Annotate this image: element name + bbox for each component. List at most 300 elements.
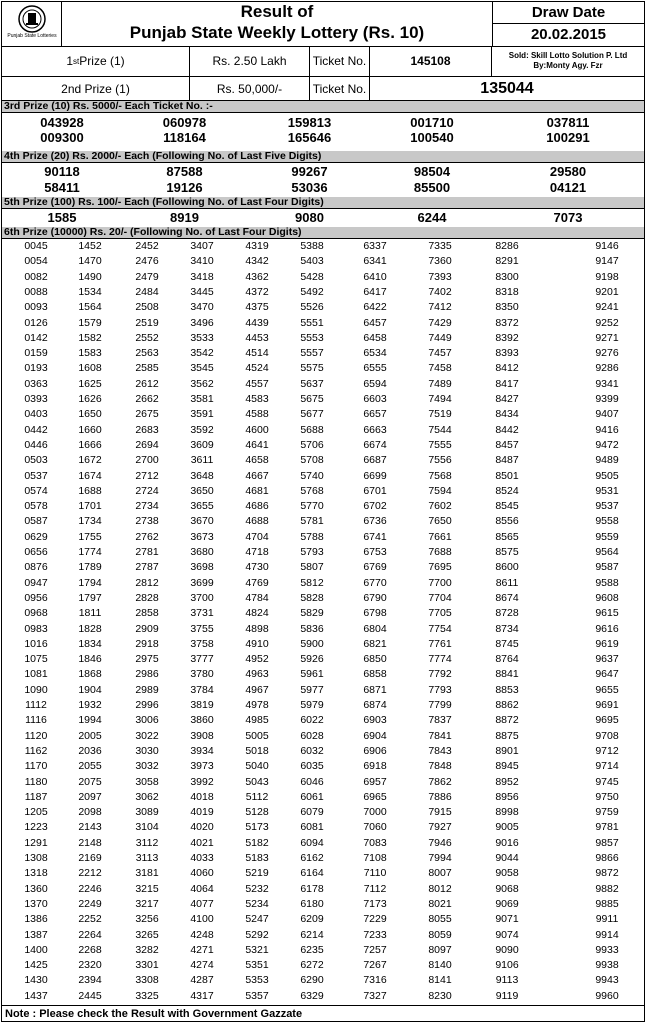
sixth-prize-number: 5526	[300, 301, 324, 314]
sixth-prize-number: 3592	[190, 423, 214, 436]
lottery-logo	[2, 2, 62, 46]
sixth-prize-number: 6410	[363, 270, 387, 283]
sixth-prize-number: 1688	[78, 484, 102, 497]
sixth-prize-number: 2452	[135, 240, 159, 252]
sixth-prize-number: 9564	[595, 546, 619, 558]
sixth-prize-number: 6918	[363, 760, 387, 773]
sixth-prize-number: 7494	[428, 393, 452, 405]
sixth-prize-number: 6674	[363, 438, 387, 451]
sixth-prize-number: 1116	[25, 714, 47, 727]
draw-date-value: 20.02.2015	[530, 26, 607, 43]
sixth-prize-number: 6858	[363, 668, 387, 681]
third-prize-heading: 3rd Prize (10) Rs. 5000/- Each Ticket No. :-	[2, 101, 644, 113]
sixth-prize-number: 2909	[135, 622, 159, 635]
sixth-prize-number: 9068	[495, 882, 519, 895]
sixth-prize-number: 7994	[428, 852, 452, 864]
fourth-prize-number: 04121	[549, 180, 587, 195]
sixth-prize-number: 2683	[135, 423, 159, 436]
sixth-prize-number: 6770	[363, 576, 387, 589]
sixth-prize-number: 2268	[78, 943, 102, 956]
sixth-prize-number: 4319	[245, 240, 269, 252]
sixth-prize-number: 5357	[245, 989, 269, 1002]
fourth-prize-number: 53036	[291, 180, 328, 195]
sixth-prize-number: 0446	[24, 438, 48, 451]
emblem-icon	[17, 4, 47, 34]
sixth-prize-number: 6736	[363, 515, 387, 528]
sixth-prize-number: 4784	[245, 591, 269, 604]
sixth-prize-number: 3784	[190, 683, 214, 696]
fifth-prize-heading: 5th Prize (100) Rs. 100/- Each (Following No. of Last Four Digits)	[2, 197, 644, 209]
sixth-prize-number: 4060	[190, 867, 214, 880]
sixth-prize-number: 1120	[24, 729, 48, 742]
sixth-prize-number: 7229	[363, 913, 387, 926]
third-prize-number: 001710	[410, 115, 454, 130]
sixth-prize-number: 8901	[495, 744, 519, 757]
sixth-prize-number: 2918	[135, 637, 159, 650]
sixth-prize-number: 6458	[363, 331, 387, 344]
sixth-prize-number: 1666	[78, 438, 102, 451]
first-prize-amount: Rs. 2.50 Lakh	[190, 46, 310, 76]
sixth-prize-number: 8734	[495, 622, 519, 635]
sixth-prize-number: 8487	[495, 454, 519, 467]
sixth-prize-number: 9655	[595, 683, 619, 696]
sixth-prize-number: 5492	[300, 285, 324, 298]
sixth-prize-number: 5388	[300, 240, 324, 252]
page-title	[62, 2, 492, 46]
sixth-prize-number: 1774	[78, 546, 102, 558]
sixth-prize-number: 3410	[190, 255, 214, 268]
sixth-prize-number: 6798	[363, 607, 387, 620]
sixth-prize-number: 5708	[300, 454, 324, 467]
second-prize-amount: Rs. 50,000/-	[190, 77, 310, 100]
fifth-prize-number: 7073	[553, 210, 583, 225]
sixth-prize-number: 6534	[363, 347, 387, 360]
sixth-prize-number: 9119	[495, 989, 519, 1002]
sixth-prize-number: 1579	[78, 316, 102, 329]
sixth-prize-number: 1534	[78, 285, 102, 298]
sixth-prize-number: 3545	[190, 362, 214, 375]
sixth-prize-number: 5043	[245, 775, 269, 788]
sixth-prize-number: 0045	[24, 240, 48, 252]
sixth-prize-number: 8556	[495, 515, 519, 528]
sixth-prize-number: 1811	[78, 607, 102, 620]
sixth-prize-number: 7429	[428, 316, 452, 329]
sixth-prize-number: 5828	[300, 591, 324, 604]
sixth-prize-number: 9960	[595, 989, 619, 1002]
sixth-prize-number: 5247	[245, 913, 269, 926]
sixth-prize-number: 7602	[428, 500, 452, 513]
result-header	[2, 2, 644, 47]
sixth-prize-number: 9559	[595, 530, 619, 543]
sixth-prize-number: 3700	[190, 591, 214, 604]
sixth-prize-number: 1223	[24, 821, 48, 834]
third-prize-number: 037811	[546, 115, 590, 130]
sixth-prize-number: 3699	[190, 576, 214, 589]
sixth-prize-number: 3058	[135, 775, 159, 788]
sixth-prize-number: 6874	[363, 699, 387, 711]
sixth-prize-number: 8565	[495, 530, 519, 543]
sixth-prize-number: 2552	[135, 331, 159, 344]
sixth-prize-number: 8392	[495, 331, 519, 344]
sixth-prize-number: 2996	[135, 699, 159, 711]
sixth-prize-number: 9090	[495, 943, 519, 956]
sixth-prize-number: 4704	[245, 530, 269, 543]
sixth-prize-number: 3992	[190, 775, 214, 788]
sixth-prize-number: 6162	[300, 852, 324, 864]
sixth-prize-number: 9505	[595, 469, 619, 482]
sixth-prize-number: 6209	[300, 913, 324, 926]
sixth-prize-number: 7457	[428, 347, 452, 360]
sixth-prize-number: 7915	[428, 806, 452, 819]
sixth-prize-number: 2476	[135, 255, 159, 268]
sixth-prize-number: 1430	[24, 974, 48, 987]
sixth-prize-number: 3591	[190, 408, 214, 421]
third-prize-grid	[2, 113, 644, 145]
sixth-prize-number: 3973	[190, 760, 214, 773]
sixth-prize-number: 7704	[428, 591, 452, 604]
sixth-prize-number: 5321	[245, 943, 269, 956]
sixth-prize-number: 4524	[245, 362, 269, 375]
sixth-prize-number: 0126	[24, 316, 48, 329]
sixth-prize-number: 8728	[495, 607, 519, 620]
sixth-prize-number: 5829	[300, 607, 324, 620]
sixth-prize-number: 5781	[300, 515, 324, 528]
sixth-prize-number: 4021	[190, 836, 214, 849]
sixth-prize-number: 8291	[495, 255, 519, 268]
sixth-prize-number: 6035	[300, 760, 324, 773]
sixth-prize-number: 4514	[245, 347, 269, 360]
sixth-prize-number: 6061	[300, 790, 324, 803]
sixth-prize-number: 2445	[78, 989, 102, 1002]
sixth-prize-number: 2612	[135, 377, 159, 390]
sixth-prize-number: 7793	[428, 683, 452, 696]
sixth-prize-number: 2212	[78, 867, 102, 880]
sixth-prize-number: 2787	[135, 561, 159, 574]
sixth-prize-number: 7108	[363, 852, 387, 864]
sixth-prize-number: 2563	[135, 347, 159, 360]
sixth-prize-number: 5173	[245, 821, 269, 834]
sixth-prize-number: 7843	[428, 744, 452, 757]
fourth-prize-number: 29580	[549, 164, 587, 179]
sixth-prize-number: 1794	[78, 576, 102, 589]
fourth-prize-number: 98504	[413, 164, 451, 179]
first-prize-row	[2, 46, 644, 77]
sixth-prize-number: 9695	[595, 714, 619, 727]
footer-note: Note : Please check the Result with Government Gazzate	[2, 1005, 644, 1022]
sixth-prize-number: 2479	[135, 270, 159, 283]
sixth-prize-number: 1291	[24, 836, 48, 849]
sixth-prize-number: 8097	[428, 943, 452, 956]
sixth-prize-number: 9914	[595, 928, 619, 941]
sixth-prize-number: 8945	[495, 760, 519, 773]
sixth-prize-number: 2734	[135, 500, 159, 513]
sixth-prize-number: 9759	[595, 806, 619, 819]
sixth-prize-number: 1789	[78, 561, 102, 574]
sixth-prize-number: 7792	[428, 668, 452, 681]
sixth-prize-number: 2249	[78, 897, 102, 910]
sixth-prize-number: 1625	[78, 377, 102, 390]
sixth-prize-number: 9781	[595, 821, 619, 834]
fourth-prize-number: 19126	[166, 180, 203, 195]
sixth-prize-number: 0968	[24, 607, 48, 620]
sixth-prize-number: 2519	[135, 316, 159, 329]
sixth-prize-number: 7257	[363, 943, 387, 956]
sixth-prize-number: 9069	[495, 897, 519, 910]
sixth-prize-number: 3611	[190, 454, 214, 467]
sixth-prize-number: 6337	[363, 240, 387, 252]
sixth-prize-number: 9341	[595, 377, 619, 390]
sixth-prize-number: 2585	[135, 362, 159, 375]
sixth-prize-number: 9647	[595, 668, 619, 681]
sixth-prize-number: 4557	[245, 377, 269, 390]
sixth-prize-number: 5234	[245, 897, 269, 910]
sixth-prize-number: 0578	[24, 500, 48, 513]
sixth-prize-number: 4020	[190, 821, 214, 834]
sixth-prize-number: 7568	[428, 469, 452, 482]
sixth-prize-number: 7555	[428, 438, 452, 451]
sixth-prize-number: 1582	[78, 331, 102, 344]
sixth-prize-number: 2320	[78, 959, 102, 972]
sixth-prize-number: 9619	[595, 637, 619, 650]
sixth-prize-number: 9587	[595, 561, 619, 574]
sixth-prize-number: 7650	[428, 515, 452, 528]
sixth-prize-number: 4978	[245, 699, 269, 711]
sixth-prize-number: 8141	[428, 974, 452, 987]
sixth-prize-number: 3908	[190, 729, 214, 742]
sixth-prize-number: 1425	[24, 959, 48, 972]
sixth-prize-number: 9708	[595, 729, 619, 742]
sixth-prize-number: 1075	[24, 653, 48, 666]
sixth-prize-number: 2252	[78, 913, 102, 926]
sixth-prize-number: 0082	[24, 270, 48, 283]
sixth-prize-number: 0142	[24, 331, 48, 344]
sixth-prize-number: 7754	[428, 622, 452, 635]
sixth-prize-number: 9106	[495, 959, 519, 972]
sixth-prize-number: 9407	[595, 408, 619, 421]
sixth-prize-number: 2762	[135, 530, 159, 543]
sixth-prize-number: 7927	[428, 821, 452, 834]
sixth-prize-number: 2986	[135, 668, 159, 681]
sixth-prize-number: 5675	[300, 393, 324, 405]
sixth-prize-number: 8434	[495, 408, 519, 421]
sixth-prize-number: 6753	[363, 546, 387, 558]
sixth-prize-number: 5553	[300, 331, 324, 344]
sixth-prize-number: 7267	[363, 959, 387, 972]
sixth-prize-number: 8300	[495, 270, 519, 283]
sixth-prize-number: 5793	[300, 546, 324, 558]
sixth-prize-number: 4600	[245, 423, 269, 436]
sixth-prize-number: 4342	[245, 255, 269, 268]
sixth-prize-number: 3673	[190, 530, 214, 543]
sixth-prize-number: 7705	[428, 607, 452, 620]
sixth-prize-number: 9074	[495, 928, 519, 941]
third-prize-number: 100540	[410, 130, 454, 145]
sixth-prize-number: 0629	[24, 530, 48, 543]
sixth-prize-number: 1170	[24, 760, 48, 773]
sixth-prize-number: 2264	[78, 928, 102, 941]
sixth-prize-number: 5788	[300, 530, 324, 543]
sixth-prize-number: 5557	[300, 347, 324, 360]
sixth-prize-number: 2975	[135, 653, 159, 666]
sixth-prize-number: 8545	[495, 500, 519, 513]
sixth-prize-number: 8442	[495, 423, 519, 436]
sixth-prize-number: 3780	[190, 668, 214, 681]
sixth-prize-number: 8350	[495, 301, 519, 314]
sixth-prize-number: 2700	[135, 454, 159, 467]
draw-date-box	[492, 2, 644, 46]
sixth-prize-number: 0503	[24, 454, 48, 467]
sixth-prize-number: 1490	[78, 270, 102, 283]
first-prize-ticket: 145108	[370, 46, 492, 76]
sixth-prize-number: 9750	[595, 790, 619, 803]
sixth-prize-number: 5219	[245, 867, 269, 880]
fifth-prize-grid	[2, 209, 644, 227]
sixth-prize-number: 4688	[245, 515, 269, 528]
sixth-prize-number: 7837	[428, 714, 452, 727]
sixth-prize-number: 5677	[300, 408, 324, 421]
sixth-prize-number: 8427	[495, 393, 519, 405]
sixth-prize-number: 6657	[363, 408, 387, 421]
sixth-prize-number: 3030	[135, 744, 159, 757]
sixth-prize-number: 9872	[595, 867, 619, 880]
sixth-prize-number: 8998	[495, 806, 519, 819]
sixth-prize-number: 0947	[24, 576, 48, 589]
sixth-prize-number: 3562	[190, 377, 214, 390]
sixth-prize-number: 2828	[135, 591, 159, 604]
sixth-prize-number: 3698	[190, 561, 214, 574]
sixth-prize-number: 3032	[135, 760, 159, 773]
sixth-prize-number: 8140	[428, 959, 452, 972]
sixth-prize-number: 8286	[495, 240, 519, 252]
fourth-prize-number: 90118	[44, 164, 80, 179]
sixth-prize-number: 9857	[595, 836, 619, 849]
sixth-prize-number: 9745	[595, 775, 619, 788]
sixth-prize-number: 6663	[363, 423, 387, 436]
sixth-prize-number: 8674	[495, 591, 519, 604]
sixth-prize-number: 3062	[135, 790, 159, 803]
sixth-prize-number: 3819	[190, 699, 214, 711]
sixth-prize-number: 6965	[363, 790, 387, 803]
sixth-prize-number: 6422	[363, 301, 387, 314]
sixth-prize-number: 5926	[300, 653, 324, 666]
sixth-prize-number: 4375	[245, 301, 269, 314]
sixth-prize-number: 4910	[245, 637, 269, 650]
sixth-prize-number: 4453	[245, 331, 269, 344]
sixth-prize-number: 3308	[135, 974, 159, 987]
fifth-prize-number: 1585	[47, 210, 77, 225]
sixth-prize-number: 8318	[495, 285, 519, 298]
sixth-prize-number: 9147	[595, 255, 619, 268]
sixth-prize-number: 5183	[245, 852, 269, 864]
sixth-prize-number: 6094	[300, 836, 324, 849]
sixth-prize-number: 2098	[78, 806, 102, 819]
sixth-prize-number: 1370	[24, 897, 48, 910]
sixth-prize-number: 5979	[300, 699, 324, 711]
sixth-prize-number: 9911	[595, 913, 619, 926]
sixth-prize-number: 7402	[428, 285, 452, 298]
sixth-prize-number: 2169	[78, 852, 102, 864]
sixth-prize-number: 7774	[428, 653, 452, 666]
sixth-prize-number: 5232	[245, 882, 269, 895]
sixth-prize-number: 8575	[495, 546, 519, 558]
sixth-prize-number: 8862	[495, 699, 519, 711]
fourth-prize-number: 87588	[166, 164, 203, 179]
sixth-prize-number: 5551	[300, 316, 324, 329]
sixth-prize-number: 3265	[135, 928, 159, 941]
sixth-prize-number: 4019	[190, 806, 214, 819]
sixth-prize-number: 9615	[595, 607, 619, 620]
sixth-prize-number: 1437	[24, 989, 48, 1002]
sixth-prize-number: 5637	[300, 377, 324, 390]
sixth-prize-number: 5770	[300, 500, 324, 513]
sixth-prize-number: 6821	[363, 637, 387, 650]
sixth-prize-number: 6687	[363, 454, 387, 467]
sixth-prize-number: 7799	[428, 699, 452, 711]
sixth-prize-number: 5428	[300, 270, 324, 283]
title-line-1: Result of	[240, 2, 314, 21]
sixth-prize-number: 6341	[363, 255, 387, 268]
sixth-prize-number: 4898	[245, 622, 269, 635]
sixth-prize-number: 4730	[245, 561, 269, 574]
sixth-prize-number: 2246	[78, 882, 102, 895]
sixth-prize-number: 2075	[78, 775, 102, 788]
sixth-prize-number: 9286	[595, 362, 619, 375]
sixth-prize-number: 2812	[135, 576, 159, 589]
sixth-prize-number: 3758	[190, 637, 214, 650]
sixth-prize-number: 1360	[24, 882, 48, 895]
sixth-prize-number: 7886	[428, 790, 452, 803]
sixth-prize-number: 7489	[428, 377, 452, 390]
sixth-prize-number: 6235	[300, 943, 324, 956]
sixth-prize-number: 8007	[428, 867, 452, 880]
sixth-prize-number: 7556	[428, 454, 452, 467]
sixth-prize-number: 1187	[24, 790, 48, 803]
third-prize-number: 009300	[40, 130, 84, 145]
sixth-prize-number: 3934	[190, 744, 214, 757]
sixth-prize-number: 5182	[245, 836, 269, 849]
sixth-prize-number: 9276	[595, 347, 619, 360]
sixth-prize-number: 4274	[190, 959, 214, 972]
sixth-prize-number: 4681	[245, 484, 269, 497]
sixth-prize-number: 7393	[428, 270, 452, 283]
sixth-prize-number: 9113	[495, 974, 519, 987]
third-prize-number: 159813	[287, 115, 332, 130]
sixth-prize-number: 9691	[595, 699, 619, 711]
sixth-prize-number: 0876	[24, 561, 48, 574]
sixth-prize-number: 9016	[495, 836, 519, 849]
sixth-prize-number: 9472	[595, 438, 619, 451]
sixth-prize-number: 3022	[135, 729, 159, 742]
sixth-prize-number: 1090	[24, 683, 48, 696]
sixth-prize-number: 5018	[245, 744, 269, 757]
title-line-2: Punjab State Weekly Lottery (Rs. 10)	[129, 23, 425, 42]
sixth-prize-number: 1660	[78, 423, 102, 436]
sixth-prize-number: 9058	[495, 867, 519, 880]
sixth-prize-number: 6032	[300, 744, 324, 757]
sixth-prize-number: 3581	[190, 393, 214, 405]
sixth-prize-number: 3860	[190, 714, 214, 727]
sixth-prize-number: 8853	[495, 683, 519, 696]
sixth-prize-number: 6272	[300, 959, 324, 972]
sixth-prize-number: 5688	[300, 423, 324, 436]
sixth-prize-number: 2394	[78, 974, 102, 987]
sixth-prize-number: 9537	[595, 500, 619, 513]
sixth-prize-number: 1755	[78, 530, 102, 543]
sixth-prize-number: 1701	[78, 500, 102, 513]
sixth-prize-number: 4667	[245, 469, 269, 482]
sixth-prize-number: 0442	[24, 423, 48, 436]
sixth-prize-number: 7060	[363, 821, 387, 834]
